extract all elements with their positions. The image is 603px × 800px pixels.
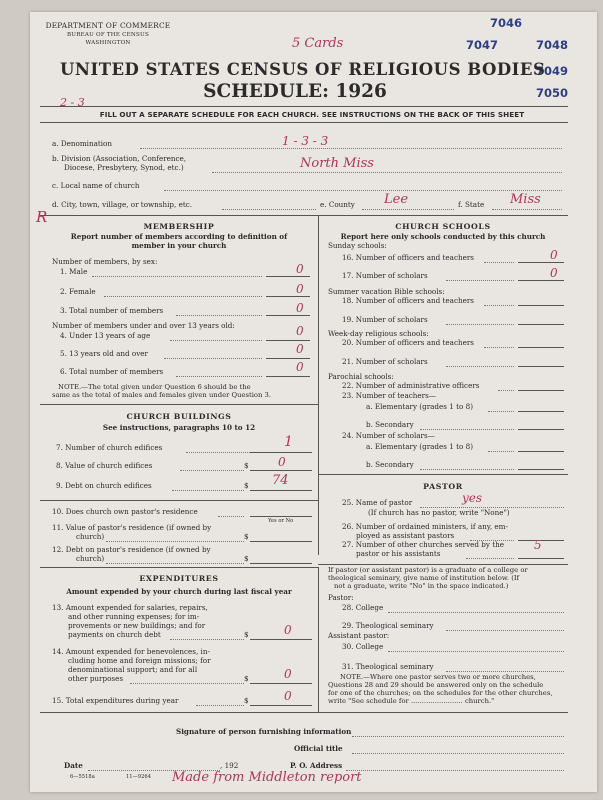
graduate-note-3: not a graduate, write "No" in the space indicated.)	[334, 582, 509, 590]
handwritten-edifices: 1	[284, 434, 293, 450]
handwritten-under-13: 0	[296, 324, 304, 338]
q8-value-field[interactable]	[250, 470, 312, 471]
q6-total-label: 6. Total number of members	[60, 367, 164, 376]
parochial-schools-label: Parochial schools:	[328, 372, 394, 381]
stamp-number: 7050	[536, 86, 569, 100]
handwritten-officers-teachers: 0	[550, 248, 558, 262]
membership-intro-2: member in your church	[131, 241, 227, 250]
graduate-note-2: theological seminary, give name of institution below. (If	[328, 574, 520, 582]
leader-dots	[176, 376, 262, 377]
q28-college-field[interactable]	[388, 612, 564, 613]
q5-over13-label: 5. 13 years old and over	[60, 349, 148, 358]
state-field[interactable]	[492, 209, 562, 210]
signature-label: Signature of person furnishing information	[176, 727, 352, 736]
expenditures-sub: Amount expended by your church during last fiscal year	[66, 587, 292, 596]
q19-label: 19. Number of scholars	[342, 315, 428, 324]
q13-line: provements or new buildings; and for	[68, 621, 206, 630]
form-title: UNITED STATES CENSUS OF RELIGIOUS BODIES	[60, 60, 546, 79]
schools-sub: Report here only schools conducted by this church	[340, 232, 546, 241]
leader-dots	[488, 411, 514, 412]
leader-dots	[484, 305, 514, 306]
q14-line: cluding home and foreign missions; for	[68, 656, 211, 665]
form-code: 6—5518a	[70, 774, 95, 780]
handwritten-left-code: 2 - 3	[60, 96, 85, 109]
city-name: WASHINGTON	[85, 40, 131, 46]
q31-seminary-field[interactable]	[446, 671, 564, 672]
buildings-heading: CHURCH BUILDINGS	[126, 412, 232, 421]
divider	[40, 215, 568, 216]
q2-female-field[interactable]	[266, 296, 310, 297]
stamp-number: 7048	[536, 38, 569, 52]
leader-dots	[420, 429, 514, 430]
divider	[318, 474, 568, 475]
q10-residence-label: 10. Does church own pastor's residence	[52, 507, 198, 516]
leader-dots	[170, 340, 262, 341]
q14-benevolences-field[interactable]	[250, 683, 312, 684]
leader-dots	[180, 470, 244, 471]
pastor-note-2: Questions 28 and 29 should be answered only on the schedule	[328, 681, 544, 689]
q1-male-field[interactable]	[266, 276, 310, 277]
membership-heading: MEMBERSHIP	[143, 222, 215, 231]
handwritten-county: Lee	[384, 192, 409, 207]
handwritten-q6: 0	[296, 360, 304, 374]
leader-dots	[92, 276, 262, 277]
handwritten-female: 0	[296, 282, 304, 296]
leader-dots	[218, 516, 244, 517]
q24a-field[interactable]	[518, 451, 564, 452]
q23b-label: b. Secondary	[366, 420, 414, 429]
q27-label: 27. Number of other churches served by the	[342, 540, 505, 549]
q13-line: payments on church debt	[68, 630, 161, 639]
county-field[interactable]	[362, 209, 454, 210]
divider	[40, 567, 318, 568]
q27-label-2: pastor or his assistants	[356, 549, 441, 558]
q20-label: 20. Number of officers and teachers	[342, 338, 474, 347]
q9-debt-field[interactable]	[250, 490, 312, 491]
handwritten-cards: 5 Cards	[292, 36, 344, 51]
handwritten-margin-r: R	[36, 208, 48, 226]
q2-female-label: 2. Female	[60, 287, 96, 296]
handwritten-over-13: 0	[296, 342, 304, 356]
q27-field[interactable]	[518, 558, 564, 559]
divider	[40, 712, 568, 713]
leader-dots	[420, 469, 514, 470]
leader-dots	[172, 490, 244, 491]
membership-note-2: same as the total of males and females given under Question 3.	[52, 391, 271, 399]
leader-dots	[466, 558, 514, 559]
column-divider	[318, 567, 319, 712]
pastor-heading: PASTOR	[423, 482, 463, 491]
handwritten-other-churches: 5	[534, 538, 542, 552]
date-label: Date	[64, 761, 83, 770]
q30-label: 30. College	[342, 642, 384, 651]
division-label-2: Diocese, Presbytery, Synod, etc.)	[64, 163, 184, 172]
divider	[40, 404, 318, 405]
pastor-note-4: write "See schedule for ........................ church."	[328, 697, 495, 705]
official-title-label: Official title	[294, 744, 343, 753]
handwritten-scholars: 0	[550, 266, 558, 280]
division-field[interactable]	[212, 172, 562, 173]
handwritten-total-members: 0	[296, 301, 304, 315]
q11-value-label-2: church)	[76, 532, 105, 541]
dollar-sign: $	[244, 554, 249, 563]
official-title-field[interactable]	[352, 753, 564, 754]
leader-dots	[446, 366, 514, 367]
dollar-sign: $	[244, 630, 249, 639]
department-name: DEPARTMENT OF COMMERCE	[45, 21, 171, 30]
pastor-note-3: for one of the churches; on the schedules for the other churches,	[328, 689, 553, 697]
dollar-sign: $	[244, 696, 249, 705]
bureau-name: BUREAU OF THE CENSUS	[66, 31, 149, 38]
q3-total-field[interactable]	[266, 315, 310, 316]
assistant-label: Assistant pastor:	[328, 631, 390, 640]
leader-dots	[106, 563, 244, 564]
divider	[40, 122, 568, 123]
q7-edifices-field[interactable]	[250, 452, 312, 453]
by-sex-label: Number of members, by sex:	[52, 257, 158, 266]
membership-note: NOTE.—The total given under Question 6 should be the	[58, 383, 251, 391]
q15-total-label: 15. Total expenditures during year	[52, 696, 179, 705]
q14-line: 14. Amount expended for benevolences, in-	[52, 647, 210, 656]
q14-line: other purposes	[68, 674, 124, 683]
stamp-number: 7047	[466, 38, 499, 52]
handwritten-footer-note: Made from Middleton report	[172, 770, 362, 785]
q6-total-field[interactable]	[266, 376, 310, 377]
divider	[40, 106, 568, 107]
year-label: , 192	[220, 761, 239, 770]
q11-value-field[interactable]	[250, 541, 312, 542]
denomination-field[interactable]	[140, 148, 562, 149]
handwritten-debt: 74	[272, 473, 289, 488]
schools-heading: CHURCH SCHOOLS	[395, 222, 491, 231]
handwritten-expend-benevolences: 0	[284, 667, 292, 681]
q5-over13-field[interactable]	[266, 358, 310, 359]
q12-debt-label-2: church)	[76, 554, 105, 563]
local-name-field[interactable]	[164, 190, 562, 191]
buildings-sub: See instructions, paragraphs 10 to 12	[102, 423, 256, 432]
summer-schools-label: Summer vacation Bible schools:	[328, 287, 445, 296]
leader-dots	[106, 541, 244, 542]
city-label: d. City, town, village, or township, etc.	[52, 200, 193, 209]
department-block	[38, 22, 178, 48]
divider	[318, 564, 568, 565]
q24-label: 24. Number of scholars—	[342, 431, 435, 440]
handwritten-male: 0	[296, 262, 304, 276]
yes-no-hint: Yes or No	[268, 518, 294, 524]
handwritten-pastor: yes	[462, 491, 483, 505]
signature-field[interactable]	[352, 736, 564, 737]
dollar-sign: $	[244, 461, 249, 470]
q21-label: 21. Number of scholars	[342, 357, 428, 366]
state-label: f. State	[458, 200, 485, 209]
form-code-2: 11—9264	[126, 774, 151, 780]
q15-total-field[interactable]	[250, 705, 312, 706]
q25-note: (If church has no pastor, write "None")	[368, 508, 510, 517]
q18-label: 18. Number of officers and teachers	[342, 296, 474, 305]
leader-dots	[164, 358, 262, 359]
leader-dots	[170, 639, 244, 640]
stamp-number: 7049	[536, 64, 569, 78]
handwritten-edifice-value: 0	[278, 455, 286, 469]
leader-dots	[484, 347, 514, 348]
q25-label: 25. Name of pastor	[342, 498, 413, 507]
local-name-label: c. Local name of church	[52, 181, 140, 190]
q29-seminary-field[interactable]	[446, 630, 564, 631]
county-label: e. County	[320, 200, 355, 209]
q29-label: 29. Theological seminary	[342, 621, 434, 630]
q19-field[interactable]	[518, 324, 564, 325]
q16-label: 16. Number of officers and teachers	[342, 253, 474, 262]
q22-label: 22. Number of administrative officers	[342, 381, 480, 390]
form-schedule: SCHEDULE: 1926	[203, 81, 387, 102]
q12-debt-field[interactable]	[250, 563, 312, 564]
q23-label: 23. Number of teachers—	[342, 391, 436, 400]
q23a-label: a. Elementary (grades 1 to 8)	[366, 402, 473, 411]
q4-under13-field[interactable]	[266, 340, 310, 341]
form-instruction: FILL OUT A SEPARATE SCHEDULE FOR EACH CHURCH. SEE INSTRUCTIONS ON THE BACK OF THIS SHEET	[99, 110, 525, 119]
handwritten-denomination: 1 - 3 - 3	[282, 134, 329, 148]
q30-college-field[interactable]	[388, 651, 564, 652]
q11-value-label: 11. Value of pastor's residence (if owned by	[52, 523, 212, 532]
stamp-number: 7046	[490, 16, 523, 30]
q8-value-label: 8. Value of church edifices	[56, 461, 153, 470]
leader-dots	[104, 296, 262, 297]
graduate-note: If pastor (or assistant pastor) is a graduate of a college or	[328, 566, 528, 574]
weekday-schools-label: Week-day religious schools:	[328, 329, 429, 338]
expenditures-heading: EXPENDITURES	[139, 574, 219, 583]
q14-line: denominational support; and for all	[68, 665, 198, 674]
pastor-label: Pastor:	[328, 593, 354, 602]
leader-dots	[488, 451, 514, 452]
q13-line: and other running expenses; for im-	[68, 612, 200, 621]
q20-field[interactable]	[518, 347, 564, 348]
divider	[40, 500, 318, 501]
q9-debt-label: 9. Debt on church edifices	[56, 481, 152, 490]
q17-label: 17. Number of scholars	[342, 271, 428, 280]
q16-field[interactable]	[518, 262, 564, 263]
column-divider	[318, 215, 319, 555]
membership-intro: Report number of members according to definition of	[70, 232, 288, 241]
q18-field[interactable]	[518, 305, 564, 306]
city-field[interactable]	[222, 209, 316, 210]
q24a-label: a. Elementary (grades 1 to 8)	[366, 442, 473, 451]
division-label: b. Division (Association, Conference,	[52, 154, 187, 163]
q12-debt-label: 12. Debt on pastor's residence (if owned by	[52, 545, 211, 554]
handwritten-expend-salaries: 0	[284, 623, 292, 637]
q24b-field[interactable]	[518, 469, 564, 470]
q13-salaries-field[interactable]	[250, 639, 312, 640]
q21-field[interactable]	[518, 366, 564, 367]
dollar-sign: $	[244, 532, 249, 541]
q3-total-label: 3. Total number of members	[60, 306, 164, 315]
q13-line: 13. Amount expended for salaries, repairs,	[52, 603, 208, 612]
q23b-field[interactable]	[518, 429, 564, 430]
q10-residence-field[interactable]	[250, 516, 312, 517]
age-intro-label: Number of members under and over 13 years old:	[52, 321, 235, 330]
leader-dots	[130, 683, 244, 684]
leader-dots	[484, 262, 514, 263]
sunday-schools-label: Sunday schools:	[328, 241, 387, 250]
pastor-note: NOTE.—Where one pastor serves two or more churches,	[340, 673, 536, 681]
leader-dots	[446, 280, 514, 281]
handwritten-state: Miss	[510, 192, 541, 207]
leader-dots	[176, 315, 262, 316]
q22-field[interactable]	[518, 390, 564, 391]
q7-edifices-label: 7. Number of church edifices	[56, 443, 163, 452]
po-address-field[interactable]	[346, 770, 564, 771]
leader-dots	[196, 705, 244, 706]
q17-field[interactable]	[518, 280, 564, 281]
q26-label: 26. Number of ordained ministers, if any, em-	[342, 522, 508, 531]
q1-male-label: 1. Male	[60, 267, 88, 276]
po-address-label: P. O. Address	[290, 761, 343, 770]
q28-label: 28. College	[342, 603, 384, 612]
leader-dots	[498, 390, 514, 391]
denomination-label: a. Denomination	[52, 139, 112, 148]
leader-dots	[446, 324, 514, 325]
q4-under13-label: 4. Under 13 years of age	[60, 331, 151, 340]
q31-label: 31. Theological seminary	[342, 662, 434, 671]
dollar-sign: $	[244, 481, 249, 490]
dollar-sign: $	[244, 674, 249, 683]
q26-label-2: ployed as assistant pastors	[356, 531, 455, 540]
q24b-label: b. Secondary	[366, 460, 414, 469]
handwritten-division: North Miss	[300, 156, 374, 171]
q23a-field[interactable]	[518, 411, 564, 412]
handwritten-expend-total: 0	[284, 689, 292, 703]
